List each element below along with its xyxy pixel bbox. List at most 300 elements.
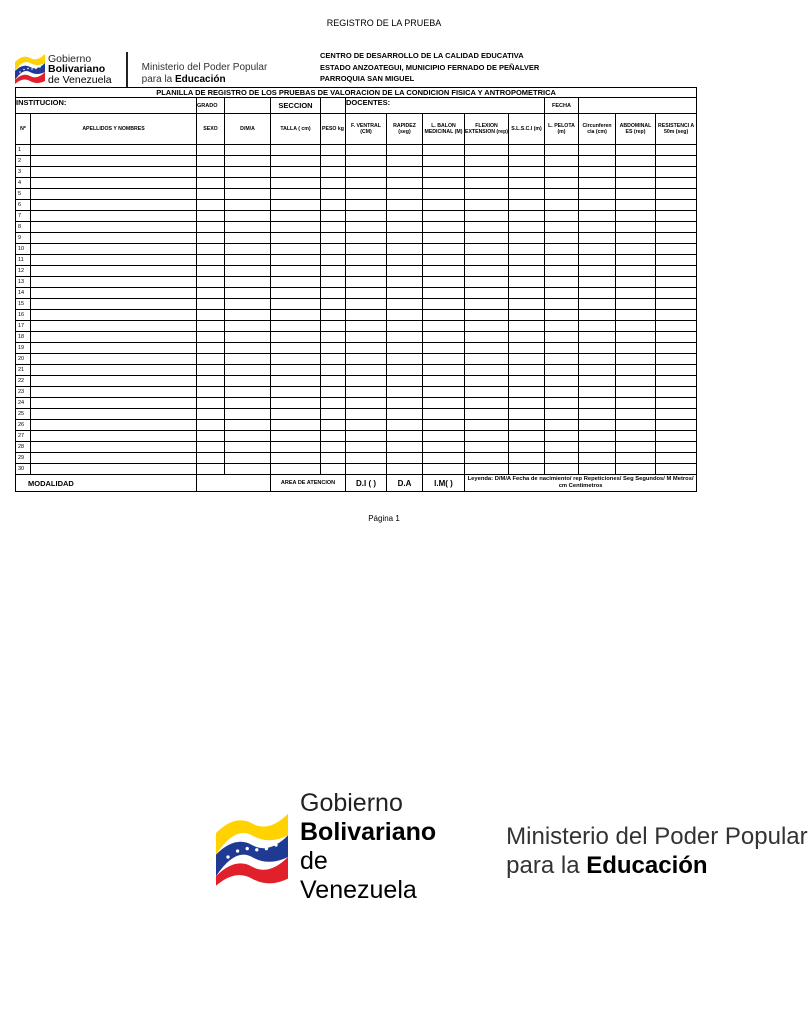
table-cell[interactable] bbox=[387, 453, 423, 464]
table-cell[interactable] bbox=[271, 178, 321, 189]
table-cell[interactable] bbox=[31, 409, 197, 420]
table-cell[interactable] bbox=[509, 145, 545, 156]
table-cell[interactable] bbox=[656, 398, 697, 409]
table-cell[interactable] bbox=[509, 464, 545, 475]
table-cell[interactable] bbox=[387, 255, 423, 266]
table-cell[interactable] bbox=[321, 321, 346, 332]
table-cell[interactable] bbox=[225, 222, 271, 233]
table-cell[interactable] bbox=[616, 277, 656, 288]
table-cell[interactable] bbox=[656, 365, 697, 376]
table-cell[interactable] bbox=[545, 288, 579, 299]
table-cell[interactable] bbox=[197, 277, 225, 288]
table-cell[interactable] bbox=[509, 442, 545, 453]
table-cell[interactable] bbox=[423, 387, 465, 398]
table-cell[interactable] bbox=[271, 409, 321, 420]
table-cell[interactable] bbox=[197, 354, 225, 365]
table-cell[interactable] bbox=[579, 167, 616, 178]
table-cell[interactable] bbox=[346, 299, 387, 310]
table-cell[interactable] bbox=[321, 233, 346, 244]
table-cell[interactable] bbox=[579, 156, 616, 167]
table-cell[interactable] bbox=[465, 145, 509, 156]
table-cell[interactable] bbox=[321, 464, 346, 475]
table-cell[interactable] bbox=[387, 464, 423, 475]
table-cell[interactable] bbox=[579, 222, 616, 233]
table-cell[interactable] bbox=[321, 343, 346, 354]
table-cell[interactable] bbox=[465, 178, 509, 189]
table-cell[interactable] bbox=[656, 376, 697, 387]
table-cell[interactable] bbox=[579, 453, 616, 464]
table-cell[interactable] bbox=[616, 255, 656, 266]
table-cell[interactable] bbox=[346, 167, 387, 178]
table-cell[interactable] bbox=[545, 145, 579, 156]
table-cell[interactable] bbox=[271, 332, 321, 343]
table-cell[interactable] bbox=[225, 200, 271, 211]
table-cell[interactable] bbox=[346, 189, 387, 200]
table-cell[interactable] bbox=[616, 332, 656, 343]
table-cell[interactable] bbox=[423, 442, 465, 453]
table-cell[interactable] bbox=[346, 233, 387, 244]
table-cell[interactable] bbox=[579, 420, 616, 431]
table-cell[interactable] bbox=[509, 167, 545, 178]
table-cell[interactable] bbox=[579, 431, 616, 442]
table-cell[interactable] bbox=[346, 343, 387, 354]
table-cell[interactable] bbox=[465, 310, 509, 321]
table-cell[interactable] bbox=[545, 387, 579, 398]
table-cell[interactable] bbox=[545, 189, 579, 200]
table-cell[interactable] bbox=[387, 288, 423, 299]
table-cell[interactable] bbox=[423, 211, 465, 222]
table-cell[interactable] bbox=[545, 365, 579, 376]
table-cell[interactable] bbox=[225, 387, 271, 398]
table-cell[interactable] bbox=[346, 266, 387, 277]
table-cell[interactable] bbox=[271, 211, 321, 222]
table-cell[interactable] bbox=[579, 244, 616, 255]
table-cell[interactable] bbox=[616, 299, 656, 310]
table-cell[interactable] bbox=[465, 365, 509, 376]
table-cell[interactable] bbox=[616, 409, 656, 420]
table-cell[interactable] bbox=[271, 222, 321, 233]
table-cell[interactable] bbox=[509, 178, 545, 189]
table-cell[interactable] bbox=[387, 156, 423, 167]
table-cell[interactable] bbox=[616, 354, 656, 365]
table-cell[interactable] bbox=[346, 145, 387, 156]
table-cell[interactable] bbox=[387, 211, 423, 222]
table-cell[interactable] bbox=[321, 354, 346, 365]
table-cell[interactable] bbox=[346, 365, 387, 376]
table-cell[interactable] bbox=[579, 277, 616, 288]
table-cell[interactable] bbox=[271, 233, 321, 244]
table-cell[interactable] bbox=[423, 277, 465, 288]
table-cell[interactable] bbox=[579, 354, 616, 365]
table-cell[interactable] bbox=[465, 277, 509, 288]
table-cell[interactable] bbox=[31, 255, 197, 266]
table-cell[interactable] bbox=[321, 453, 346, 464]
table-cell[interactable] bbox=[346, 387, 387, 398]
table-cell[interactable] bbox=[616, 365, 656, 376]
table-cell[interactable] bbox=[509, 255, 545, 266]
table-cell[interactable] bbox=[423, 299, 465, 310]
table-cell[interactable] bbox=[197, 200, 225, 211]
table-cell[interactable] bbox=[545, 354, 579, 365]
table-cell[interactable] bbox=[197, 464, 225, 475]
table-cell[interactable] bbox=[656, 255, 697, 266]
table-cell[interactable] bbox=[387, 244, 423, 255]
table-cell[interactable] bbox=[616, 387, 656, 398]
table-cell[interactable] bbox=[31, 398, 197, 409]
table-cell[interactable] bbox=[321, 409, 346, 420]
table-cell[interactable] bbox=[321, 189, 346, 200]
table-cell[interactable] bbox=[271, 354, 321, 365]
table-cell[interactable] bbox=[321, 277, 346, 288]
table-cell[interactable] bbox=[31, 277, 197, 288]
table-cell[interactable] bbox=[545, 332, 579, 343]
table-cell[interactable] bbox=[271, 244, 321, 255]
table-cell[interactable] bbox=[616, 156, 656, 167]
table-cell[interactable] bbox=[545, 321, 579, 332]
table-cell[interactable] bbox=[387, 409, 423, 420]
table-cell[interactable] bbox=[465, 453, 509, 464]
table-cell[interactable] bbox=[197, 442, 225, 453]
table-cell[interactable] bbox=[545, 376, 579, 387]
table-cell[interactable] bbox=[545, 200, 579, 211]
table-cell[interactable] bbox=[465, 255, 509, 266]
table-cell[interactable] bbox=[321, 299, 346, 310]
table-cell[interactable] bbox=[423, 233, 465, 244]
table-cell[interactable] bbox=[579, 255, 616, 266]
table-cell[interactable] bbox=[509, 332, 545, 343]
table-cell[interactable] bbox=[31, 321, 197, 332]
modalidad-field[interactable] bbox=[197, 475, 271, 492]
table-cell[interactable] bbox=[545, 409, 579, 420]
table-cell[interactable] bbox=[225, 398, 271, 409]
table-cell[interactable] bbox=[616, 431, 656, 442]
table-cell[interactable] bbox=[346, 442, 387, 453]
table-cell[interactable] bbox=[197, 167, 225, 178]
table-cell[interactable] bbox=[616, 464, 656, 475]
table-cell[interactable] bbox=[579, 299, 616, 310]
table-cell[interactable] bbox=[31, 288, 197, 299]
table-cell[interactable] bbox=[509, 409, 545, 420]
table-cell[interactable] bbox=[509, 200, 545, 211]
table-cell[interactable] bbox=[616, 189, 656, 200]
table-cell[interactable] bbox=[387, 442, 423, 453]
table-cell[interactable] bbox=[616, 398, 656, 409]
table-cell[interactable] bbox=[321, 398, 346, 409]
table-cell[interactable] bbox=[509, 266, 545, 277]
table-cell[interactable] bbox=[197, 365, 225, 376]
table-cell[interactable] bbox=[656, 354, 697, 365]
table-cell[interactable] bbox=[579, 398, 616, 409]
table-cell[interactable] bbox=[509, 299, 545, 310]
table-cell[interactable] bbox=[656, 200, 697, 211]
table-cell[interactable] bbox=[197, 156, 225, 167]
table-cell[interactable] bbox=[509, 277, 545, 288]
table-cell[interactable] bbox=[545, 442, 579, 453]
table-cell[interactable] bbox=[225, 321, 271, 332]
table-cell[interactable] bbox=[225, 299, 271, 310]
table-cell[interactable] bbox=[197, 343, 225, 354]
table-cell[interactable] bbox=[387, 145, 423, 156]
table-cell[interactable] bbox=[509, 189, 545, 200]
table-cell[interactable] bbox=[509, 310, 545, 321]
table-cell[interactable] bbox=[616, 420, 656, 431]
table-cell[interactable] bbox=[225, 409, 271, 420]
table-cell[interactable] bbox=[579, 387, 616, 398]
table-cell[interactable] bbox=[387, 167, 423, 178]
table-cell[interactable] bbox=[271, 365, 321, 376]
table-cell[interactable] bbox=[321, 178, 346, 189]
table-cell[interactable] bbox=[545, 453, 579, 464]
table-cell[interactable] bbox=[387, 420, 423, 431]
table-cell[interactable] bbox=[225, 167, 271, 178]
table-cell[interactable] bbox=[656, 156, 697, 167]
table-cell[interactable] bbox=[545, 310, 579, 321]
table-cell[interactable] bbox=[197, 288, 225, 299]
table-cell[interactable] bbox=[346, 431, 387, 442]
table-cell[interactable] bbox=[321, 266, 346, 277]
table-cell[interactable] bbox=[346, 464, 387, 475]
table-cell[interactable] bbox=[197, 332, 225, 343]
table-cell[interactable] bbox=[656, 189, 697, 200]
table-cell[interactable] bbox=[346, 211, 387, 222]
table-cell[interactable] bbox=[271, 398, 321, 409]
table-cell[interactable] bbox=[545, 420, 579, 431]
table-cell[interactable] bbox=[271, 321, 321, 332]
table-cell[interactable] bbox=[509, 420, 545, 431]
table-cell[interactable] bbox=[465, 200, 509, 211]
table-cell[interactable] bbox=[31, 167, 197, 178]
table-cell[interactable] bbox=[465, 387, 509, 398]
table-cell[interactable] bbox=[579, 211, 616, 222]
table-cell[interactable] bbox=[423, 156, 465, 167]
table-cell[interactable] bbox=[423, 310, 465, 321]
table-cell[interactable] bbox=[225, 354, 271, 365]
table-cell[interactable] bbox=[465, 222, 509, 233]
table-cell[interactable] bbox=[616, 321, 656, 332]
table-cell[interactable] bbox=[387, 266, 423, 277]
table-cell[interactable] bbox=[465, 156, 509, 167]
table-cell[interactable] bbox=[423, 255, 465, 266]
table-cell[interactable] bbox=[545, 343, 579, 354]
table-cell[interactable] bbox=[271, 266, 321, 277]
table-cell[interactable] bbox=[465, 464, 509, 475]
table-cell[interactable] bbox=[387, 178, 423, 189]
table-cell[interactable] bbox=[545, 167, 579, 178]
table-cell[interactable] bbox=[509, 343, 545, 354]
table-cell[interactable] bbox=[31, 431, 197, 442]
table-cell[interactable] bbox=[509, 244, 545, 255]
table-cell[interactable] bbox=[423, 398, 465, 409]
table-cell[interactable] bbox=[545, 277, 579, 288]
table-cell[interactable] bbox=[656, 167, 697, 178]
table-cell[interactable] bbox=[271, 310, 321, 321]
table-cell[interactable] bbox=[423, 332, 465, 343]
option-di[interactable]: D.I ( ) bbox=[346, 475, 387, 492]
table-cell[interactable] bbox=[465, 343, 509, 354]
table-cell[interactable] bbox=[225, 233, 271, 244]
table-cell[interactable] bbox=[423, 409, 465, 420]
table-cell[interactable] bbox=[656, 409, 697, 420]
table-cell[interactable] bbox=[321, 332, 346, 343]
table-cell[interactable] bbox=[225, 255, 271, 266]
table-cell[interactable] bbox=[579, 409, 616, 420]
table-cell[interactable] bbox=[616, 244, 656, 255]
table-cell[interactable] bbox=[579, 200, 616, 211]
table-cell[interactable] bbox=[423, 431, 465, 442]
table-cell[interactable] bbox=[656, 321, 697, 332]
table-cell[interactable] bbox=[387, 343, 423, 354]
table-cell[interactable] bbox=[197, 398, 225, 409]
table-cell[interactable] bbox=[31, 376, 197, 387]
table-cell[interactable] bbox=[616, 343, 656, 354]
table-cell[interactable] bbox=[31, 145, 197, 156]
table-cell[interactable] bbox=[656, 244, 697, 255]
table-cell[interactable] bbox=[579, 464, 616, 475]
table-cell[interactable] bbox=[346, 420, 387, 431]
table-cell[interactable] bbox=[656, 178, 697, 189]
table-cell[interactable] bbox=[271, 200, 321, 211]
table-cell[interactable] bbox=[545, 244, 579, 255]
table-cell[interactable] bbox=[321, 431, 346, 442]
table-cell[interactable] bbox=[271, 299, 321, 310]
table-cell[interactable] bbox=[271, 420, 321, 431]
table-cell[interactable] bbox=[387, 431, 423, 442]
table-cell[interactable] bbox=[197, 211, 225, 222]
table-cell[interactable] bbox=[656, 266, 697, 277]
table-cell[interactable] bbox=[31, 332, 197, 343]
table-cell[interactable] bbox=[321, 365, 346, 376]
table-cell[interactable] bbox=[545, 299, 579, 310]
table-cell[interactable] bbox=[197, 145, 225, 156]
table-cell[interactable] bbox=[197, 387, 225, 398]
table-cell[interactable] bbox=[346, 277, 387, 288]
table-cell[interactable] bbox=[225, 211, 271, 222]
table-cell[interactable] bbox=[579, 321, 616, 332]
table-cell[interactable] bbox=[579, 145, 616, 156]
table-cell[interactable] bbox=[225, 266, 271, 277]
table-cell[interactable] bbox=[271, 288, 321, 299]
table-cell[interactable] bbox=[616, 453, 656, 464]
table-cell[interactable] bbox=[423, 200, 465, 211]
table-cell[interactable] bbox=[423, 453, 465, 464]
table-cell[interactable] bbox=[465, 321, 509, 332]
table-cell[interactable] bbox=[387, 310, 423, 321]
table-cell[interactable] bbox=[197, 222, 225, 233]
table-cell[interactable] bbox=[31, 442, 197, 453]
table-cell[interactable] bbox=[465, 398, 509, 409]
table-cell[interactable] bbox=[31, 420, 197, 431]
table-cell[interactable] bbox=[271, 442, 321, 453]
table-cell[interactable] bbox=[225, 431, 271, 442]
table-cell[interactable] bbox=[321, 288, 346, 299]
table-cell[interactable] bbox=[387, 277, 423, 288]
table-cell[interactable] bbox=[321, 387, 346, 398]
table-cell[interactable] bbox=[271, 376, 321, 387]
table-cell[interactable] bbox=[423, 464, 465, 475]
table-cell[interactable] bbox=[31, 299, 197, 310]
table-cell[interactable] bbox=[387, 299, 423, 310]
table-cell[interactable] bbox=[321, 222, 346, 233]
table-cell[interactable] bbox=[423, 244, 465, 255]
table-cell[interactable] bbox=[346, 398, 387, 409]
table-cell[interactable] bbox=[31, 178, 197, 189]
table-cell[interactable] bbox=[656, 222, 697, 233]
table-cell[interactable] bbox=[197, 233, 225, 244]
table-cell[interactable] bbox=[31, 200, 197, 211]
table-cell[interactable] bbox=[346, 409, 387, 420]
table-cell[interactable] bbox=[656, 310, 697, 321]
table-cell[interactable] bbox=[346, 222, 387, 233]
table-cell[interactable] bbox=[197, 266, 225, 277]
table-cell[interactable] bbox=[225, 244, 271, 255]
table-cell[interactable] bbox=[387, 354, 423, 365]
table-cell[interactable] bbox=[271, 464, 321, 475]
table-cell[interactable] bbox=[509, 211, 545, 222]
table-cell[interactable] bbox=[321, 310, 346, 321]
table-cell[interactable] bbox=[387, 321, 423, 332]
option-im[interactable]: I.M( ) bbox=[423, 475, 465, 492]
table-cell[interactable] bbox=[616, 211, 656, 222]
table-cell[interactable] bbox=[579, 376, 616, 387]
table-cell[interactable] bbox=[271, 145, 321, 156]
table-cell[interactable] bbox=[271, 156, 321, 167]
table-cell[interactable] bbox=[197, 255, 225, 266]
table-cell[interactable] bbox=[509, 387, 545, 398]
table-cell[interactable] bbox=[545, 178, 579, 189]
table-cell[interactable] bbox=[31, 310, 197, 321]
table-cell[interactable] bbox=[616, 167, 656, 178]
table-cell[interactable] bbox=[545, 431, 579, 442]
table-cell[interactable] bbox=[321, 442, 346, 453]
table-cell[interactable] bbox=[656, 442, 697, 453]
table-cell[interactable] bbox=[225, 156, 271, 167]
table-cell[interactable] bbox=[423, 343, 465, 354]
table-cell[interactable] bbox=[656, 464, 697, 475]
table-cell[interactable] bbox=[579, 266, 616, 277]
table-cell[interactable] bbox=[225, 310, 271, 321]
table-cell[interactable] bbox=[225, 178, 271, 189]
table-cell[interactable] bbox=[545, 233, 579, 244]
table-cell[interactable] bbox=[616, 376, 656, 387]
table-cell[interactable] bbox=[509, 222, 545, 233]
table-cell[interactable] bbox=[225, 365, 271, 376]
table-cell[interactable] bbox=[225, 288, 271, 299]
table-cell[interactable] bbox=[545, 211, 579, 222]
table-cell[interactable] bbox=[387, 398, 423, 409]
table-cell[interactable] bbox=[423, 420, 465, 431]
table-cell[interactable] bbox=[321, 211, 346, 222]
table-cell[interactable] bbox=[225, 453, 271, 464]
table-cell[interactable] bbox=[197, 299, 225, 310]
table-cell[interactable] bbox=[656, 387, 697, 398]
table-cell[interactable] bbox=[465, 288, 509, 299]
table-cell[interactable] bbox=[579, 310, 616, 321]
table-cell[interactable] bbox=[509, 233, 545, 244]
table-cell[interactable] bbox=[31, 365, 197, 376]
table-cell[interactable] bbox=[271, 453, 321, 464]
table-cell[interactable] bbox=[545, 222, 579, 233]
table-cell[interactable] bbox=[346, 354, 387, 365]
table-cell[interactable] bbox=[346, 156, 387, 167]
table-cell[interactable] bbox=[321, 255, 346, 266]
table-cell[interactable] bbox=[579, 343, 616, 354]
table-cell[interactable] bbox=[225, 442, 271, 453]
table-cell[interactable] bbox=[31, 233, 197, 244]
table-cell[interactable] bbox=[31, 189, 197, 200]
table-cell[interactable] bbox=[346, 178, 387, 189]
table-cell[interactable] bbox=[271, 343, 321, 354]
table-cell[interactable] bbox=[31, 464, 197, 475]
